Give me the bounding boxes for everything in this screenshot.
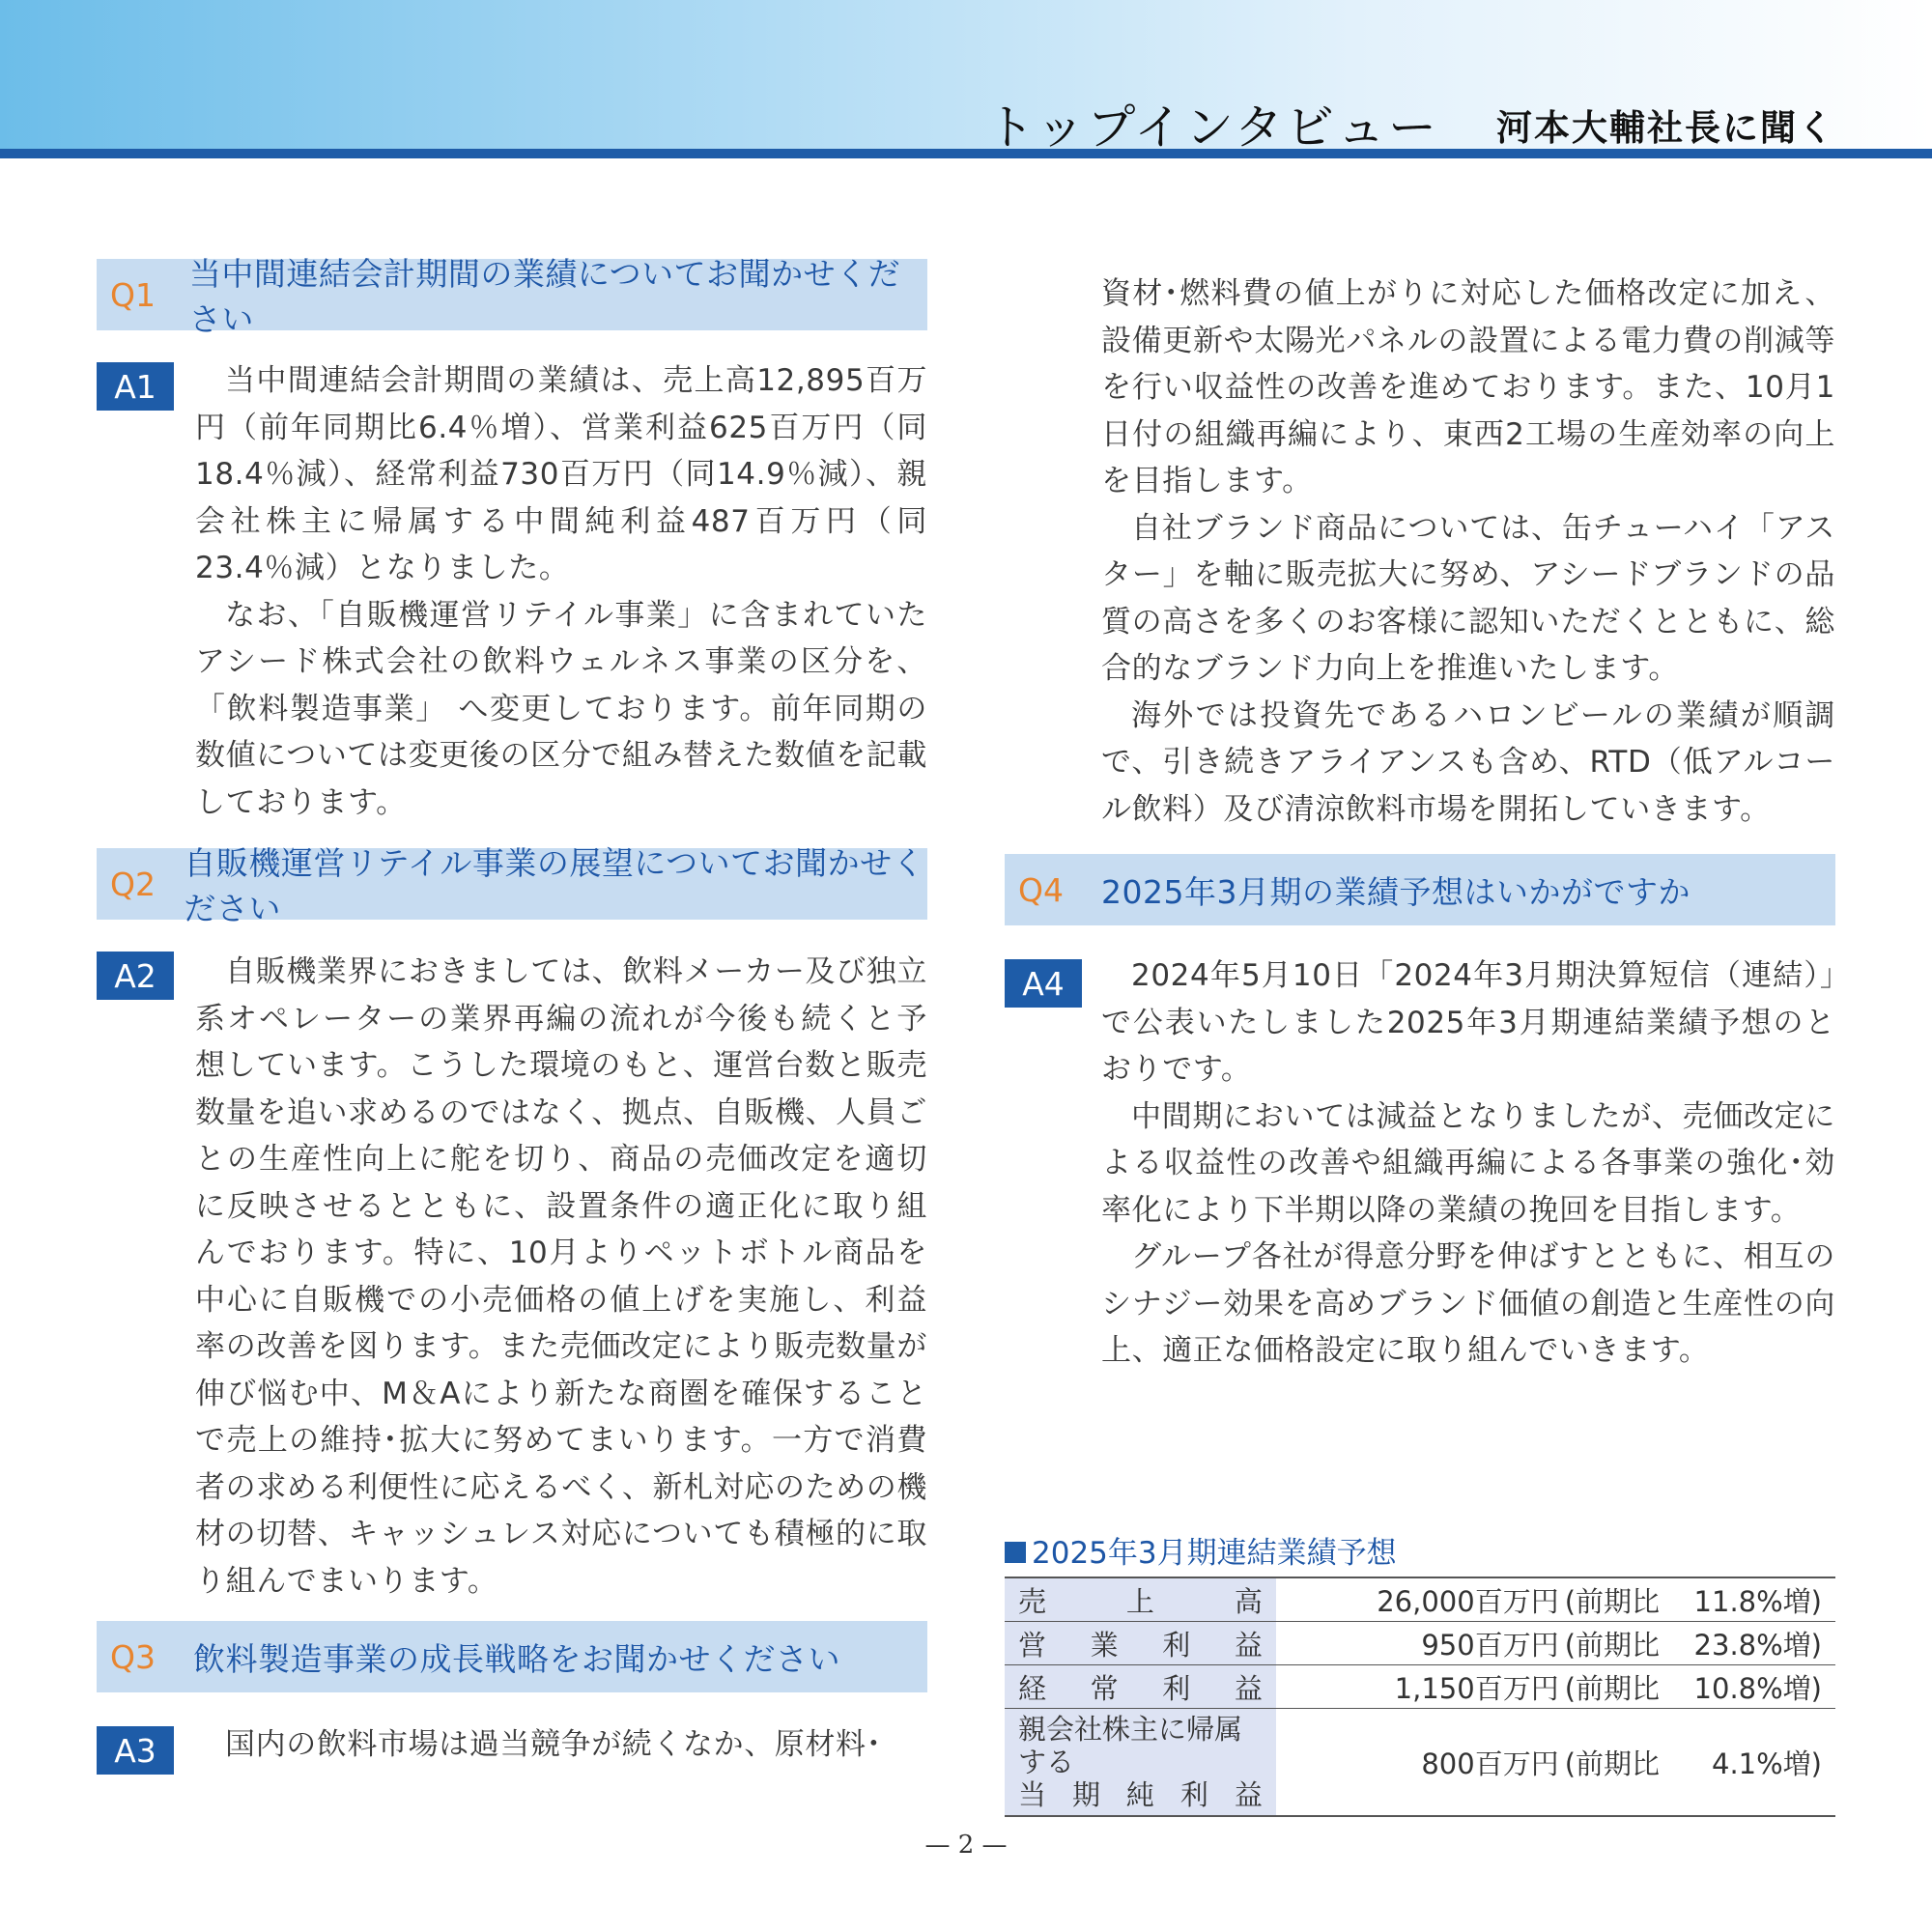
square-bullet-icon	[1005, 1542, 1026, 1563]
row-value: 800百万円	[1276, 1709, 1565, 1817]
table-row	[1005, 1622, 1835, 1665]
answer-badge-a3: A3	[97, 1726, 174, 1775]
page-number: — 2 —	[924, 1831, 1008, 1860]
table-row	[1005, 1709, 1835, 1817]
table-row	[1005, 1665, 1835, 1709]
answer-text-a3-continued	[1101, 270, 1835, 833]
row-value: 26,000百万円	[1276, 1577, 1565, 1622]
row-note: (前期比	[1565, 1622, 1694, 1665]
row-percent: 23.8%増)	[1694, 1622, 1835, 1665]
forecast-table-title: 2025年3月期連結業績予想	[1005, 1528, 1397, 1572]
question-label: Q4	[1018, 870, 1064, 909]
answer-badge-a2: A2	[97, 952, 174, 1000]
question-text: 自販機運営リテイル事業の展望についてお聞かせください	[184, 844, 925, 927]
row-percent: 11.8%増)	[1694, 1577, 1835, 1622]
question-text: 飲料製造事業の成長戦略をお聞かせください	[193, 1639, 840, 1678]
paragraph: グループ各社が得意分野を伸ばすとともに、相互のシナジー効果を高めブランド価値の創造と生産性の向上、適正な価格設定に取り組んでいきます。	[1101, 1239, 1835, 1368]
row-note: (前期比	[1565, 1709, 1694, 1817]
paragraph: なお、「自販機運営リテイル事業」に含まれていたアシード株式会社の飲料ウェルネス事業の区分を、「飲料製造事業」 へ変更しております。前年同期の数値については変更後の区分で組み替えた数値を記載しております。	[195, 597, 927, 820]
paragraph: 中間期においては減益となりましたが、売価改定による収益性の改善や組織再編による各事業の強化･効率化により下半期以降の業績の挽回を目指します。	[1101, 1098, 1835, 1228]
row-label: 経 常 利 益	[1005, 1665, 1276, 1709]
row-value: 950百万円	[1276, 1622, 1565, 1665]
row-label: 親会社株主に帰属する 当 期 純 利 益	[1005, 1709, 1276, 1817]
answer-badge-a4: A4	[1005, 959, 1082, 1008]
page-subtitle: 河本大輔社長に聞く	[1496, 107, 1835, 149]
page-title: トップインタビュー	[986, 99, 1439, 156]
question-bar-q3	[97, 1621, 927, 1692]
paragraph: 2024年5月10日「2024年3月期決算短信（連結）」で公表いたしました2025年3月期連結業績予想のとおりです。	[1101, 958, 1835, 1087]
row-percent: 10.8%増)	[1694, 1665, 1835, 1709]
question-bar-q4	[1005, 854, 1835, 925]
forecast-table	[1005, 1577, 1835, 1817]
question-bar-q1	[97, 255, 927, 338]
question-label: Q2	[110, 865, 156, 903]
answer-text-a3-start	[195, 1721, 927, 1769]
row-label: 営 業 利 益	[1005, 1622, 1276, 1665]
paragraph: 自社ブランド商品については、缶チューハイ「アスター」を軸に販売拡大に努め、アシードブランドの品質の高さを多くのお客様に認知いただくとともに、総合的なブランド力向上を推進いたします。	[1101, 510, 1835, 686]
row-value: 1,150百万円	[1276, 1665, 1565, 1709]
paragraph: 海外では投資先であるハロンビールの業績が順調で、引き続きアライアンスも含め、RTD（低アルコール飲料）及び清涼飲料市場を開拓していきます。	[1101, 697, 1835, 827]
table-row	[1005, 1577, 1835, 1622]
question-bar-q2	[97, 844, 927, 927]
paragraph: 自販機業界におきましては、飲料メーカー及び独立系オペレーターの業界再編の流れが今後も続くと予想しています。こうした環境のもと、運営台数と販売数量を追い求めるのではなく、拠点、自販機、人員ごとの生産性向上に舵を切り、商品の売価改定を適切に反映させるとともに、設置条件の適正化に取り組んでおります。特に、10月よりペットボトル商品を中心に自販機での小売価格の値上げを実施し、利益率の改善を図ります。また売価改定により販売数量が伸び悩む中、M＆Aにより新たな商圏を確保することで売上の維持･拡大に努めてまいります。一方で消費者の求める利便性に応えるべく、新札対応のための機材の切替、キャッシュレス対応についても積極的に取り組んでまいります。	[195, 954, 927, 1599]
answer-text-a2	[195, 949, 927, 1605]
question-label: Q3	[110, 1637, 156, 1676]
answer-text-a4	[1101, 952, 1835, 1375]
paragraph: 当中間連結会計期間の業績は、売上高12,895百万円（前年同期比6.4％増）、営業利益625百万円（同18.4％減）、経常利益730百万円（同14.9％減）、親会社株主に帰属する中間純利益487百万円（同23.4％減）となりました。	[195, 363, 927, 585]
row-note: (前期比	[1565, 1665, 1694, 1709]
question-text: 当中間連結会計期間の業績についてお聞かせください	[188, 255, 901, 338]
row-label: 売 上 高	[1005, 1577, 1276, 1622]
paragraph: 国内の飲料市場は過当競争が続くなか、原材料･	[225, 1727, 882, 1762]
paragraph: 資材･燃料費の値上がりに対応した価格改定に加え、設備更新や太陽光パネルの設置による電力費の削減等を行い収益性の改善を進めております。また、10月1日付の組織再編により、東西2工場の生産効率の向上を目指します。	[1101, 276, 1835, 498]
answer-text-a1	[195, 357, 927, 826]
question-text: 2025年3月期の業績予想はいかがですか	[1101, 872, 1690, 911]
row-percent: 4.1%増)	[1694, 1709, 1835, 1817]
question-label: Q1	[110, 275, 156, 314]
row-note: (前期比	[1565, 1577, 1694, 1622]
answer-badge-a1: A1	[97, 362, 174, 411]
